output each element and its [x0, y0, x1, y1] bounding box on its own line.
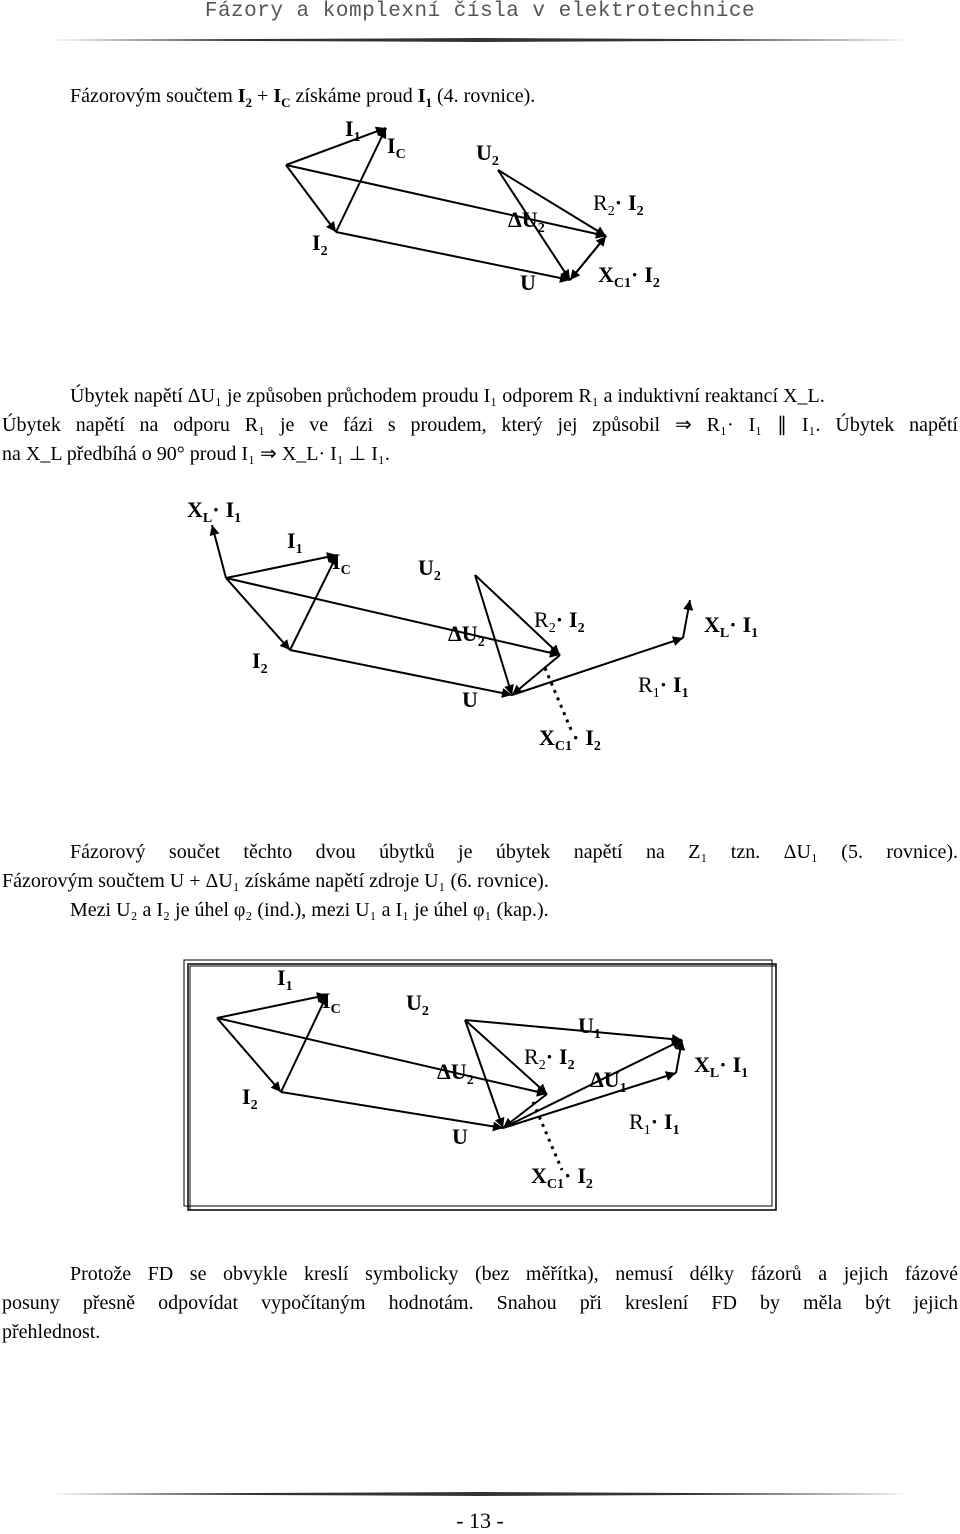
d2-label-u: U — [462, 687, 478, 712]
para4-line2: posuny přesně odpovídat vypočítaným hodnotám. Snahou při kreslení FD by měla být jejich — [2, 1292, 958, 1314]
d1-label-u: U — [520, 270, 536, 295]
para1-plus: + — [252, 85, 274, 107]
d1-label-u2: $U_2$ — [476, 140, 499, 169]
d2-label-ic: $I_C$ — [332, 549, 351, 578]
para4-line1: Protože FD se obvykle kreslí symbolicky (bez měřítka), nemusí délky fázorů a jejich fázové — [70, 1263, 958, 1285]
page-number: - 13 - — [456, 1508, 504, 1533]
d2-label-xli1-right: $X_L\cdot I_1$ — [704, 612, 759, 641]
para1-post: (4. rovnice). — [432, 85, 536, 107]
page-header-title: Fázory a komplexní čísla v elektrotechnice — [204, 0, 756, 23]
d1-label-ic: $I_C$ — [387, 133, 406, 162]
para1-text: Fázorovým součtem — [70, 85, 238, 107]
d3-label-xli1: $X_L\cdot I_1$ — [694, 1052, 749, 1081]
d2-label-xc1i2: $X_{C1}\cdot I_2$ — [539, 725, 601, 754]
d2-label-xli1-top: $X_L\cdot I_1$ — [187, 497, 242, 526]
d1-label-i1: $I_1$ — [345, 116, 361, 145]
d2-label-du2: $\Delta U_2$ — [448, 621, 485, 650]
d2-label-i2: $I_2$ — [252, 648, 268, 677]
para3-line2: Fázorovým součtem U + ΔU₁ získáme napětí zdroje U₁ (6. rovnice). — [2, 870, 549, 892]
d3-label-du1: $\Delta U_1$ — [590, 1067, 627, 1096]
d3-label-u2: $U_2$ — [406, 990, 429, 1019]
d3-label-i1: $I_1$ — [277, 965, 293, 994]
para1-ic: I — [273, 85, 282, 107]
d1-label-i2: $I_2$ — [312, 230, 328, 259]
phasor-diagram-1 — [286, 128, 606, 280]
d2-label-r2i2: $R_2\cdot I_2$ — [534, 607, 585, 636]
d3-label-u1: $U_1$ — [578, 1013, 601, 1042]
para1-mid: získáme proud — [290, 85, 418, 107]
para2-line2: Úbytek napětí na odporu R₁ je ve fázi s proudem, který jej způsobil ⇒ R₁· I₁ ∥ I₁. Úbytek napětí — [2, 414, 958, 436]
d3-label-u: U — [452, 1124, 468, 1149]
d2-label-i1: $I_1$ — [287, 528, 303, 557]
para1-ic-sub: C — [281, 95, 291, 110]
d1-label-du2: $\Delta U_2$ — [508, 207, 545, 236]
para2-line1: Úbytek napětí ΔU₁ je způsoben průchodem proudu I₁ odporem R₁ a induktivní reaktancí X_L. — [70, 385, 825, 407]
para1-i2: I — [237, 85, 246, 107]
para4-line3: přehlednost. — [2, 1321, 101, 1343]
d1-label-xc1i2: $X_{C1}\cdot I_2$ — [598, 262, 660, 291]
d3-label-du2: $\Delta U_2$ — [437, 1059, 474, 1088]
para1-i2-sub: 2 — [245, 95, 253, 110]
d3-label-i2: $I_2$ — [242, 1084, 258, 1113]
d2-label-r1i1: $R_1\cdot I_1$ — [638, 672, 689, 701]
d3-label-ic: $I_C$ — [322, 988, 341, 1017]
d1-label-r2i2: $R_2\cdot I_2$ — [593, 190, 644, 219]
para3-line1: Fázorový součet těchto dvou úbytků je úbytek napětí na Z₁ tzn. ΔU₁ (5. rovnice). — [70, 841, 958, 863]
para2-line3: na X_L předbíhá o 90° proud I₁ ⇒ X_L· I₁ ⊥ I₁. — [2, 443, 390, 465]
d3-label-xc1i2: $X_{C1}\cdot I_2$ — [531, 1163, 593, 1192]
d3-label-r1i1: $R_1\cdot I_1$ — [629, 1109, 680, 1138]
para1-i1-sub: 1 — [425, 95, 432, 110]
d3-label-r2i2: $R_2\cdot I_2$ — [524, 1044, 575, 1073]
d2-label-u2: $U_2$ — [418, 555, 441, 584]
para1-i1: I — [417, 85, 426, 107]
para3-line3: Mezi U₂ a I₂ je úhel φ₂ (ind.), mezi U₁ a I₁ je úhel φ₁ (kap.). — [70, 899, 549, 921]
footer-rule — [48, 1488, 908, 1500]
phasor-diagram-3-frame — [184, 960, 776, 1210]
